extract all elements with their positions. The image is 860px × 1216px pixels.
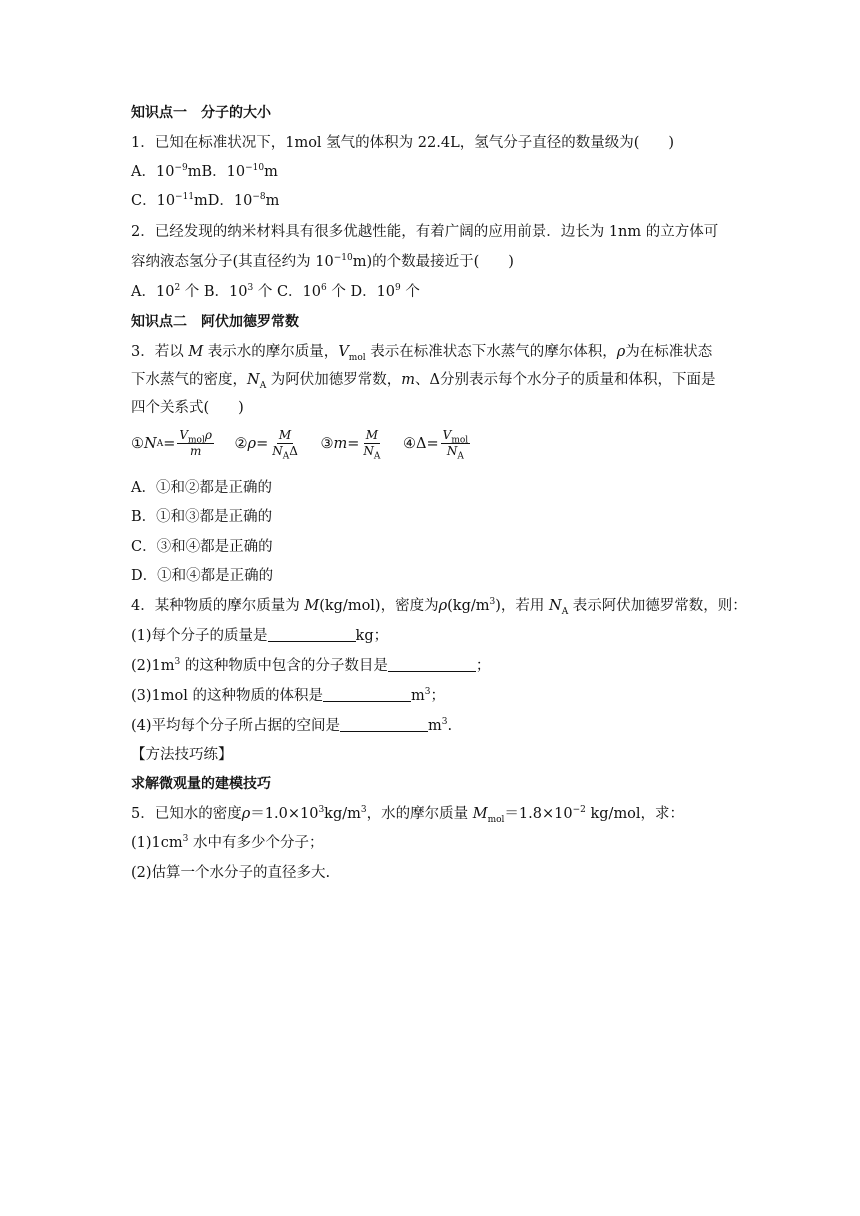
question-4-part-2: $(2)1m^3$ 的这种物质中包含的分子数目是 ； bbox=[131, 657, 491, 674]
formula-1: ① N A = $\frac{V_{mol}\rho}{m}$ bbox=[131, 428, 212, 458]
question-3-stem-line-2: 下水蒸气的密度，$N_A$ 为阿伏加德罗常数，m、Δ分别表示每个水分子的质量和体积，下面是 bbox=[131, 372, 716, 391]
question-5-stem: 5．已知水的密度$\rho=1.0\times 10^3kg/m^3$，水的摩尔质量 $M_{mol}=1.8\times 10^{-2}$ kg/mol，求： bbox=[131, 805, 685, 825]
question-1-options-ab: A．$10^{-9}mB$．$10^{-10}m$ bbox=[131, 163, 278, 180]
answer-blank-2[interactable] bbox=[388, 657, 476, 672]
question-4-stem: 4．某种物质的摩尔质量为 M(kg/mol)，密度为$\rho(kg/m^3)$，若用 $N_A$ 表示阿伏加德罗常数，则： bbox=[131, 597, 747, 617]
method-subtitle: 求解微观量的建模技巧 bbox=[131, 776, 271, 792]
answer-blank-4[interactable] bbox=[340, 717, 428, 732]
formula-2: ② ρ = $\frac{M}{N_A\Delta}$ bbox=[234, 428, 298, 462]
question-2-stem-line-1: 2．已经发现的纳米材料具有很多优越性能，有着广阔的应用前景．边长为 1nm 的立方体可 bbox=[131, 224, 719, 240]
question-5-part-2: (2)估算一个水分子的直径多大. bbox=[131, 865, 331, 881]
question-3-option-b: B．①和③都是正确的 bbox=[131, 509, 273, 525]
method-section-title: 【方法技巧练】 bbox=[131, 747, 233, 763]
section-title-avogadro: 知识点二 阿伏加德罗常数 bbox=[131, 314, 299, 330]
section-title-molecule-size: 知识点一 分子的大小 bbox=[131, 105, 271, 121]
question-3-stem-line-3: 四个关系式( ) bbox=[131, 400, 244, 416]
question-4-part-1: (1)每个分子的质量是 kg； bbox=[131, 628, 389, 644]
question-3-formulas bbox=[131, 428, 486, 462]
question-1-stem: 1．已知在标准状况下，1mol 氢气的体积为 22.4L，氢气分子直径的数量级为( ) bbox=[131, 135, 675, 151]
question-4-part-3: (3)1mol 的这种物质的体积是 $m^3$； bbox=[131, 687, 445, 704]
formula-4: ④ Δ = $\frac{V_{mol}}{N_A}$ bbox=[403, 428, 469, 462]
question-3-option-c: C．③和④都是正确的 bbox=[131, 539, 273, 555]
question-2-options: A．$10^2$ 个 B．$10^3$ 个 C．$10^6$ 个 D．$10^9$ 个 bbox=[131, 283, 420, 300]
question-4-part-4: (4)平均每个分子所占据的空间是 $m^3$. bbox=[131, 717, 453, 734]
question-3-option-d: D．①和④都是正确的 bbox=[131, 568, 274, 584]
question-5-part-1: $(1)1cm^3$ 水中有多少个分子； bbox=[131, 834, 324, 851]
question-3-option-a: A．①和②都是正确的 bbox=[131, 480, 272, 496]
answer-blank-3[interactable] bbox=[323, 687, 411, 702]
question-3-stem-line-1: 3．若以 M 表示水的摩尔质量，$V_{mol}$ 表示在标准状态下水蒸气的摩尔体积，ρ为在标准状态 bbox=[131, 344, 713, 363]
answer-blank-1[interactable] bbox=[268, 627, 356, 642]
question-1-options-cd: C．$10^{-11}mD$．$10^{-8}m$ bbox=[131, 192, 280, 209]
formula-3: ③ m = $\frac{M}{N_A}$ bbox=[320, 428, 381, 462]
question-2-stem-line-2: 容纳液态氢分子(其直径约为 $10^{-10}m$)的个数最接近于( ) bbox=[131, 253, 514, 270]
